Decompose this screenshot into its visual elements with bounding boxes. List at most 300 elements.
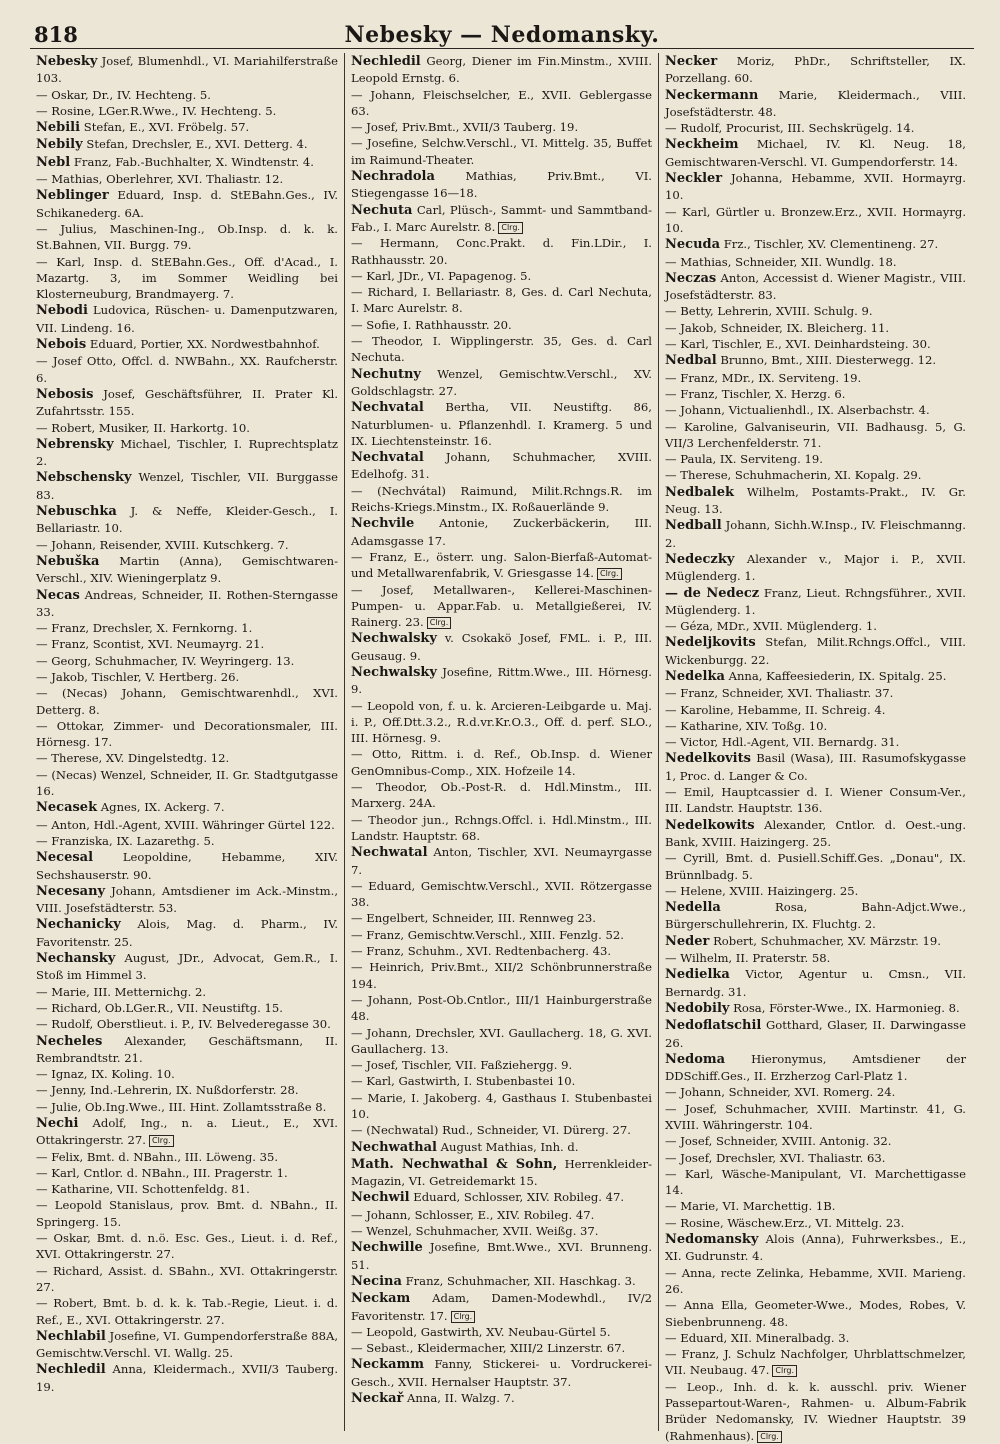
entry-text: — Josef, Tischler, VII. Faßziehergg. 9. xyxy=(351,1058,573,1073)
directory-entry xyxy=(36,420,338,436)
directory-entry xyxy=(351,53,652,87)
directory-entry xyxy=(665,1101,966,1134)
page-number: 818 xyxy=(34,22,78,47)
directory-entry xyxy=(36,750,338,766)
entry-text: Fanny, Stickerei- u. Vordruckerei-Gesch., XVII. Hernalser Hauptstr. 37. xyxy=(351,1357,652,1389)
entry-text: — Paula, IX. Serviteng. 19. xyxy=(665,452,823,467)
entry-text: — Mathias, Schneider, XII. Wundlg. 18. xyxy=(665,254,897,269)
entry-text: Franz, Lieut. Rchngsführer., XVII. Müglenderg. 1. xyxy=(665,585,966,617)
directory-entry xyxy=(665,1198,966,1214)
entry-text: — Rosine, LGer.R.Wwe., IV. Hechteng. 5. xyxy=(36,103,277,118)
directory-entry xyxy=(36,1000,338,1016)
entry-text: Rosa, Bahn-Adjct.Wwe., Bürgerschullehrerin, IX. Fluchtg. 2. xyxy=(665,900,966,932)
directory-entry xyxy=(351,1324,652,1340)
entry-text: — Johann, Reisender, XVIII. Kutschkerg. 7. xyxy=(36,537,289,552)
directory-entry xyxy=(36,1149,338,1165)
directory-entry xyxy=(351,698,652,747)
directory-entry xyxy=(665,170,966,204)
column-left xyxy=(30,53,344,1431)
directory-entry xyxy=(351,1139,652,1156)
directory-entry xyxy=(665,933,966,950)
directory-entry xyxy=(665,817,966,851)
directory-entry xyxy=(351,284,652,317)
directory-entry xyxy=(351,1239,652,1273)
entry-text: Rosa, Förster-Wwe., IX. Harmonieg. 8. xyxy=(733,1000,960,1015)
directory-entry xyxy=(665,899,966,933)
directory-entry xyxy=(665,718,966,734)
telephone-badge: Clrg. xyxy=(427,617,452,629)
entry-text: — Leopold von, f. u. k. Arcieren-Leibgarde u. Maj. i. P., Off.Dtt.3.2., R.d.vr.Kr.O.3., Off. d. perf. SLO., III. Hörnesg. 9. xyxy=(351,698,652,746)
directory-entry xyxy=(36,799,338,816)
telephone-badge: Clrg. xyxy=(597,568,622,580)
entry-surname: Nedbalek xyxy=(665,484,734,500)
directory-entry xyxy=(36,833,338,849)
directory-entry xyxy=(665,352,966,369)
directory-entry xyxy=(36,469,338,503)
entry-text: — Franz, Drechsler, X. Fernkorng. 1. xyxy=(36,621,253,636)
directory-entry xyxy=(36,553,338,587)
entry-surname: Nechradola xyxy=(351,169,435,185)
entry-text: Michael, Tischler, I. Ruprechtsplatz 2. xyxy=(36,436,338,469)
entry-surname: Nechledil xyxy=(351,54,421,69)
directory-entry xyxy=(665,136,966,170)
entry-text: Ludovica, Rüschen- u. Damenputzwaren, VII. Lindeng. 16. xyxy=(36,303,338,335)
directory-entry xyxy=(351,779,652,812)
directory-entry xyxy=(665,336,966,352)
entry-surname: Nebodi xyxy=(36,303,88,319)
entry-text: — Karl, Gürtler u. Bronzew.Erz., XVII. Hormayrg. 10. xyxy=(665,204,966,235)
entry-text: — (Nechwatal) Rud., Schneider, VI. Dürerg. 27. xyxy=(351,1123,631,1138)
directory-entry xyxy=(36,302,338,336)
directory-entry xyxy=(351,664,652,698)
directory-entry xyxy=(351,87,652,120)
entry-text: — Robert, Bmt. b. d. k. k. Tab.-Regie, Lieut. i. d. Ref., E., XVI. Ottakringerstr. 27. xyxy=(36,1296,338,1327)
entry-text: — Karl, Gastwirth, I. Stubenbastei 10. xyxy=(351,1074,576,1089)
entry-text: Johann, Sichh.W.Insp., IV. Fleischmanng. 2. xyxy=(665,518,966,550)
directory-entry xyxy=(665,1000,966,1017)
directory-entry xyxy=(36,620,338,636)
entry-surname: Nechwalsky xyxy=(351,631,437,647)
entry-surname: Nechvile xyxy=(351,516,415,532)
entry-text: — Marie, III. Metternichg. 2. xyxy=(36,984,207,999)
directory-entry xyxy=(36,916,338,950)
directory-entry xyxy=(36,817,338,833)
directory-entry xyxy=(36,1066,338,1082)
entry-text: Eduard, Portier, XX. Nordwestbahnhof. xyxy=(89,337,320,352)
entry-text: — Karl, Insp. d. StEBahn.Ges., Off. d'Acad., I. Mazartg. 3, im Sommer Weidling bei Klosterneuburg, Brandmayerg. 7. xyxy=(36,254,338,302)
entry-text: Hieronymus, Amtsdiener der DDSchiff.Ges., II. Erzherzog Carl-Platz 1. xyxy=(665,1051,966,1084)
directory-entry xyxy=(351,943,652,959)
entry-surname: — de Nedecz xyxy=(665,585,760,601)
directory-entry xyxy=(351,1025,652,1058)
directory-entry xyxy=(665,484,966,518)
entry-surname: Nechwathal xyxy=(351,1139,437,1155)
directory-entry xyxy=(665,702,966,718)
columns xyxy=(30,53,974,1443)
directory-entry xyxy=(351,1340,652,1356)
directory-entry xyxy=(665,1379,966,1444)
directory-entry xyxy=(36,1099,338,1115)
directory-entry xyxy=(36,1033,338,1067)
entry-text: — Oskar, Bmt. d. n.ö. Esc. Ges., Lieut. i. d. Ref., XVI. Ottakringerstr. 27. xyxy=(36,1231,338,1262)
directory-entry xyxy=(36,53,338,87)
entry-text: — Katharine, VII. Schottenfeldg. 81. xyxy=(36,1182,250,1197)
entry-text: — Eduard, XII. Mineralbadg. 3. xyxy=(665,1330,850,1345)
entry-surname: Nechvatal xyxy=(351,400,424,416)
entry-text: Stefan, Drechsler, E., XVI. Detterg. 4. xyxy=(86,137,308,152)
entry-text: — Jakob, Tischler, V. Hertberg. 26. xyxy=(36,669,240,684)
directory-entry xyxy=(36,1295,338,1328)
entry-text: Eduard, Insp. d. StEBahn.Ges., IV. Schikanederg. 6A. xyxy=(36,188,338,220)
telephone-badge: Clrg. xyxy=(498,222,523,234)
directory-entry xyxy=(665,517,966,551)
entry-surname: Neckamm xyxy=(351,1357,425,1373)
directory-entry xyxy=(665,87,966,121)
directory-entry xyxy=(36,154,338,171)
entry-text: Alois (Anna), Fuhrwerksbes., E., XI. Gudrunstr. 4. xyxy=(665,1232,967,1264)
entry-text: — Karl, Wäsche-Manipulant, VI. Marchettigasse 14. xyxy=(665,1166,966,1198)
directory-entry xyxy=(36,1165,338,1181)
entry-text: Agnes, IX. Ackerg. 7. xyxy=(100,800,225,815)
entry-surname: Nebili xyxy=(36,120,81,136)
directory-entry xyxy=(665,120,966,136)
entry-surname: Nedbal xyxy=(665,353,717,369)
entry-surname: Math. Nechwathal & Sohn, xyxy=(351,1156,558,1172)
entry-text: Josefine, Bmt.Wwe., XVI. Brunneng. 51. xyxy=(351,1240,652,1272)
entry-surname: Neczas xyxy=(665,270,717,286)
entry-text: — Hermann, Conc.Prakt. d. Fin.LDir., I. Rathhausstr. 20. xyxy=(351,236,652,267)
entry-surname: Nechutny xyxy=(351,366,421,382)
entry-text: Johann, Amtsdiener im Ack.-Minstm., VIII. Josefstädterstr. 53. xyxy=(36,883,339,916)
directory-entry xyxy=(36,1016,338,1032)
directory-entry xyxy=(665,784,966,817)
directory-entry xyxy=(351,1223,652,1239)
directory-entry xyxy=(36,636,338,652)
directory-entry xyxy=(351,1356,652,1390)
directory-entry xyxy=(665,1017,966,1051)
directory-entry xyxy=(665,966,966,1000)
entry-text: Franz, Fab.-Buchhalter, X. Windtenstr. 4. xyxy=(73,154,314,169)
entry-text: — Ignaz, IX. Koling. 10. xyxy=(36,1067,175,1082)
directory-entry xyxy=(351,317,652,333)
entry-text: Franz, Schuhmacher, XII. Haschkag. 3. xyxy=(405,1273,636,1288)
entry-text: — Felix, Bmt. d. NBahn., III. Löweng. 35. xyxy=(36,1149,279,1164)
entry-text: Gotthard, Glaser, II. Darwingasse 26. xyxy=(665,1018,966,1050)
directory-entry xyxy=(36,653,338,669)
page-title: Nebesky — Nedomansky. xyxy=(344,22,660,48)
directory-entry xyxy=(351,1207,652,1223)
directory-entry xyxy=(36,849,338,883)
entry-text: — Theodor, Ob.-Post-R. d. Hdl.Minstm., III. Marxerg. 24A. xyxy=(351,780,652,811)
entry-text: — Anna, recte Zelinka, Hebamme, XVII. Marieng. 26. xyxy=(665,1265,966,1296)
entry-text: Adam, Damen-Modewhdl., IV/2 Favoritenstr. 17. xyxy=(351,1291,653,1323)
telephone-badge: Clrg. xyxy=(757,1431,782,1443)
directory-entry xyxy=(36,119,338,136)
entry-text: Carl, Plüsch-, Sammt- und Sammtband-Fab., I. Marc Aurelstr. 8. xyxy=(351,202,652,234)
entry-text: Alois, Mag. d. Pharm., IV. Favoritenstr. 25. xyxy=(36,917,339,949)
directory-entry xyxy=(36,254,338,303)
entry-surname: Nedomansky xyxy=(665,1232,759,1248)
entry-text: — Betty, Lehrerin, XVIII. Schulg. 9. xyxy=(665,304,873,319)
entry-text: — Josef, Schuhmacher, XVIII. Martinstr. 41, G. XVIII. Währingerstr. 104. xyxy=(665,1101,966,1132)
directory-entry xyxy=(351,959,652,992)
entry-text: Wenzel, Gemischtw.Verschl., XV. Goldschlagstr. 27. xyxy=(351,366,652,398)
entry-text: Stefan, Milit.Rchngs.Offcl., VIII. Wickenburgg. 22. xyxy=(665,635,966,667)
directory-entry xyxy=(36,1197,338,1230)
directory-entry xyxy=(36,503,338,537)
entry-text: — Karl, Tischler, E., XVI. Deinhardsteing. 30. xyxy=(665,337,931,352)
directory-entry xyxy=(36,386,338,420)
telephone-badge: Clrg. xyxy=(451,1311,476,1323)
directory-entry xyxy=(351,168,652,202)
entry-text: Adolf, Ing., n. a. Lieut., E., XVI. Ottakringerstr. 27. xyxy=(36,1116,338,1148)
entry-surname: Nebrensky xyxy=(36,436,114,452)
entry-text: Anton, Tischler, XVI. Neumayrgasse 7. xyxy=(351,845,653,877)
entry-text: — Cyrill, Bmt. d. Pusiell.Schiff.Ges. „Donau", IX. Brünnlbadg. 5. xyxy=(665,851,966,882)
entry-text: Antonie, Zuckerbäckerin, III. Adamsgasse 17. xyxy=(351,516,652,548)
entry-surname: Nebois xyxy=(36,337,87,353)
directory-entry xyxy=(351,1156,652,1190)
directory-entry xyxy=(36,187,338,221)
directory-entry xyxy=(665,419,966,452)
directory-entry xyxy=(351,366,652,400)
entry-text: — Ottokar, Zimmer- und Decorationsmaler, III. Hörnesg. 17. xyxy=(36,718,338,750)
directory-entry xyxy=(351,549,652,582)
directory-entry xyxy=(36,685,338,718)
entry-surname: Nedella xyxy=(665,900,721,916)
directory-entry xyxy=(36,436,338,470)
entry-surname: Nebosis xyxy=(36,386,94,402)
entry-text: Johanna, Hebamme, XVII. Hormayrg. 10. xyxy=(665,171,966,203)
telephone-badge: Clrg. xyxy=(772,1365,797,1377)
entry-text: — Therese, Schuhmacherin, XI. Kopalg. 29. xyxy=(665,468,922,483)
directory-entry xyxy=(351,235,652,268)
directory-entry xyxy=(351,135,652,168)
directory-entry xyxy=(665,1330,966,1346)
entry-text: — Helene, XVIII. Haizingerg. 25. xyxy=(665,883,859,898)
directory-entry xyxy=(351,910,652,926)
entry-surname: Nechlabil xyxy=(36,1328,106,1344)
directory-entry xyxy=(351,1273,652,1290)
directory-entry xyxy=(665,618,966,634)
entry-text: — Anna Ella, Geometer-Wwe., Modes, Robes, V. Siebenbrunneng. 48. xyxy=(665,1298,966,1329)
directory-entry xyxy=(665,634,966,668)
directory-entry xyxy=(36,221,338,254)
directory-entry xyxy=(665,204,966,237)
entry-text: J. & Neffe, Kleider-Gesch., I. Bellariastr. 10. xyxy=(36,504,338,536)
entry-text: — Robert, Musiker, II. Harkortg. 10. xyxy=(36,420,250,435)
directory-entry xyxy=(351,268,652,284)
directory-entry xyxy=(665,1297,966,1330)
directory-entry xyxy=(665,1231,966,1265)
entry-text: Josefine, Rittm.Wwe., III. Hörnesg. 9. xyxy=(351,664,652,697)
directory-entry xyxy=(36,950,338,984)
entry-text: Anna, II. Walzg. 7. xyxy=(407,1391,515,1406)
entry-surname: Neckam xyxy=(351,1291,411,1307)
entry-surname: Nechwille xyxy=(351,1240,423,1256)
directory-entry xyxy=(351,630,652,664)
entry-text: Josef, Blumenhdl., VI. Mariahilferstraße 103. xyxy=(36,54,339,86)
directory-entry xyxy=(36,587,338,621)
directory-entry xyxy=(665,270,966,304)
entry-text: Victor, Agentur u. Cmsn., VII. Bernardg. 31. xyxy=(665,967,967,999)
directory-entry xyxy=(351,399,652,449)
entry-surname: Nechwalsky xyxy=(351,664,437,680)
entry-text: — Johann, Schneider, XVI. Romerg. 24. xyxy=(665,1085,896,1100)
directory-entry xyxy=(351,812,652,845)
page-header xyxy=(30,22,974,49)
directory-entry xyxy=(351,202,652,236)
entry-text: Mathias, Priv.Bmt., VI. Stiegengasse 16—18. xyxy=(351,169,652,201)
entry-surname: Nechledil xyxy=(36,1362,106,1378)
directory-entry xyxy=(351,483,652,516)
directory-entry xyxy=(665,668,966,685)
entry-text: Alexander v., Major i. P., XVII. Müglenderg. 1. xyxy=(665,551,966,584)
entry-surname: Neckermann xyxy=(665,87,759,103)
directory-entry xyxy=(351,1390,652,1407)
directory-entry xyxy=(665,1166,966,1199)
entry-surname: Neder xyxy=(665,933,710,949)
entry-surname: Nedelkowits xyxy=(665,817,755,833)
directory-entry xyxy=(665,950,966,966)
directory-entry xyxy=(665,451,966,467)
directory-entry xyxy=(351,582,652,631)
directory-entry xyxy=(36,767,338,800)
entry-text: — Karoline, Hebamme, II. Schreig. 4. xyxy=(665,702,886,717)
entry-text: — Richard, Ob.LGer.R., VII. Neustiftg. 15. xyxy=(36,1000,283,1015)
directory-entry xyxy=(665,551,966,585)
directory-entry xyxy=(665,402,966,418)
directory-entry xyxy=(665,236,966,253)
entry-text: — Josef, Schneider, XVIII. Antonig. 32. xyxy=(665,1134,892,1149)
directory-entry xyxy=(665,1133,966,1149)
entry-text: — Otto, Rittm. i. d. Ref., Ob.Insp. d. Wiener GenOmnibus-Comp., XIX. Hofzeile 14. xyxy=(351,747,652,778)
entry-text: — Franz, Gemischtw.Verschl., XIII. Fenzlg. 52. xyxy=(351,927,624,942)
entry-text: Alexander, Cntlor. d. Oest.-ung. Bank, XVIII. Haizingerg. 25. xyxy=(665,817,967,849)
directory-entry xyxy=(36,1230,338,1263)
entry-surname: Necesal xyxy=(36,850,94,866)
directory-entry xyxy=(351,1057,652,1073)
entry-text: — Heinrich, Priv.Bmt., XII/2 Schönbrunnerstraße 194. xyxy=(351,960,652,991)
entry-surname: Nebschensky xyxy=(36,470,132,486)
directory-entry xyxy=(351,333,652,366)
entry-text: — Mathias, Oberlehrer, XVI. Thaliastr. 12. xyxy=(36,172,284,187)
entry-surname: Nebesky xyxy=(36,54,98,69)
entry-surname: Necasek xyxy=(36,800,98,816)
directory-entry xyxy=(351,1189,652,1206)
directory-entry xyxy=(665,1084,966,1100)
entry-text: Basil (Wasa), III. Rasumofskygasse 1, Proc. d. Langer & Co. xyxy=(665,751,967,783)
directory-entry xyxy=(36,1082,338,1098)
directory-entry xyxy=(36,1361,338,1395)
entry-text: — Theodor, I. Wipplingerstr. 35, Ges. d. Carl Nechuta. xyxy=(351,334,652,365)
entry-text: Stefan, E., XVI. Fröbelg. 57. xyxy=(83,120,250,135)
entry-text: August Mathias, Inh. d. xyxy=(440,1139,579,1154)
entry-surname: Necesany xyxy=(36,883,106,899)
entry-text: Georg, Diener im Fin.Minstm., XVIII. Leopold Ernstg. 6. xyxy=(351,54,653,86)
entry-text: — Rosine, Wäschew.Erz., VI. Mittelg. 23. xyxy=(665,1215,905,1230)
directory-entry xyxy=(665,386,966,402)
entry-text: Wenzel, Tischler, VII. Burggasse 83. xyxy=(36,470,339,502)
directory-entry xyxy=(665,1215,966,1231)
directory-entry xyxy=(665,254,966,270)
entry-text: — Katharine, XIV. Toßg. 10. xyxy=(665,718,828,733)
directory-entry xyxy=(351,844,652,878)
entry-surname: Nebl xyxy=(36,154,71,170)
entry-text: — Engelbert, Schneider, III. Rennweg 23. xyxy=(351,911,596,926)
entry-surname: Nebily xyxy=(36,137,83,153)
directory-entry xyxy=(36,669,338,685)
entry-surname: Nedelka xyxy=(665,668,725,684)
entry-text: — Franz, MDr., IX. Serviteng. 19. xyxy=(665,370,862,385)
directory-entry xyxy=(36,136,338,153)
entry-surname: Necuda xyxy=(665,237,721,253)
entry-surname: Nedeczky xyxy=(665,551,735,567)
directory-entry xyxy=(665,883,966,899)
directory-entry xyxy=(36,103,338,119)
directory-entry xyxy=(36,1328,338,1362)
directory-entry xyxy=(36,171,338,187)
entry-text: Alexander, Geschäftsmann, II. Rembrandtstr. 21. xyxy=(36,1033,338,1065)
directory-entry xyxy=(351,878,652,911)
entry-text: — Franz, J. Schulz Nachfolger, Uhrblattschmelzer, VII. Neubaug. 47. xyxy=(665,1347,966,1378)
entry-text: — Oskar, Dr., IV. Hechteng. 5. xyxy=(36,87,211,102)
directory-entry xyxy=(36,336,338,353)
entry-text: Bertha, VII. Neustiftg. 86, Naturblumen- u. Pflanzenhdl. I. Kramerg. 5 und IX. Liechtensteinstr. 16. xyxy=(351,400,652,448)
entry-text: Anna, Kleidermach., XVII/3 Tauberg. 19. xyxy=(36,1362,338,1394)
entry-text: — Therese, XV. Dingelstedtg. 12. xyxy=(36,751,230,766)
entry-text: — Leopold, Gastwirth, XV. Neubau-Gürtel 5. xyxy=(351,1324,611,1339)
entry-surname: Nebuschka xyxy=(36,504,117,520)
directory-entry xyxy=(36,87,338,103)
entry-text: — Franziska, IX. Lazarethg. 5. xyxy=(36,833,215,848)
directory-entry xyxy=(36,984,338,1000)
directory-entry xyxy=(36,1263,338,1296)
entry-text: Anton, Accessist d. Wiener Magistr., VIII. Josefstädterstr. 83. xyxy=(665,270,967,303)
entry-text: August, JDr., Advocat, Gem.R., I. Stoß im Himmel 3. xyxy=(36,951,339,983)
entry-text: Herrenkleider-Magazin, VI. Getreidemarkt 15. xyxy=(351,1156,652,1189)
entry-text: — Johann, Schlosser, E., XIV. Robileg. 47. xyxy=(351,1207,595,1222)
entry-surname: Nechwatal xyxy=(351,845,428,861)
entry-text: Brunno, Bmt., XIII. Diesterwegg. 12. xyxy=(720,353,937,368)
entry-text: Michael, IV. Kl. Neug. 18, Gemischtwaren-Verschl. VI. Gumpendorferstr. 14. xyxy=(665,137,966,169)
directory-entry xyxy=(351,746,652,779)
entry-text: — Sebast., Kleidermacher, XIII/2 Linzerstr. 67. xyxy=(351,1341,626,1356)
entry-text: Marie, Kleidermach., VIII. Josefstädterstr. 48. xyxy=(665,87,967,119)
entry-surname: Nedeljkovits xyxy=(665,635,756,651)
entry-surname: Necas xyxy=(36,587,80,603)
directory-entry xyxy=(665,303,966,319)
entry-text: — Leop., Inh. d. k. k. ausschl. priv. Wiener Passepartout-Waren-, Rahmen- u. Album-Fabrik Brüder Nedomansky, IV. Wiedner Hauptstr. 39 (Rahmenhaus). xyxy=(665,1379,966,1443)
directory-entry xyxy=(665,467,966,483)
directory-entry xyxy=(351,992,652,1025)
directory-entry xyxy=(36,353,338,386)
entry-text: — Rudolf, Oberstlieut. i. P., IV. Belvederegasse 30. xyxy=(36,1017,331,1032)
directory-entry xyxy=(351,927,652,943)
directory-entry xyxy=(665,1150,966,1166)
entry-surname: Nechwil xyxy=(351,1190,410,1206)
directory-entry xyxy=(351,1090,652,1123)
directory-entry xyxy=(351,119,652,135)
entry-text: Frz., Tischler, XV. Clementineng. 27. xyxy=(723,237,939,252)
entry-text: — Marie, VI. Marchettig. 1B. xyxy=(665,1199,836,1214)
directory-entry xyxy=(351,515,652,549)
entry-text: — Géza, MDr., XVII. Müglenderg. 1. xyxy=(665,619,877,634)
entry-surname: Nebuška xyxy=(36,553,100,569)
column-middle xyxy=(344,53,658,1431)
entry-surname: Necheles xyxy=(36,1033,103,1049)
directory-entry xyxy=(665,1051,966,1085)
